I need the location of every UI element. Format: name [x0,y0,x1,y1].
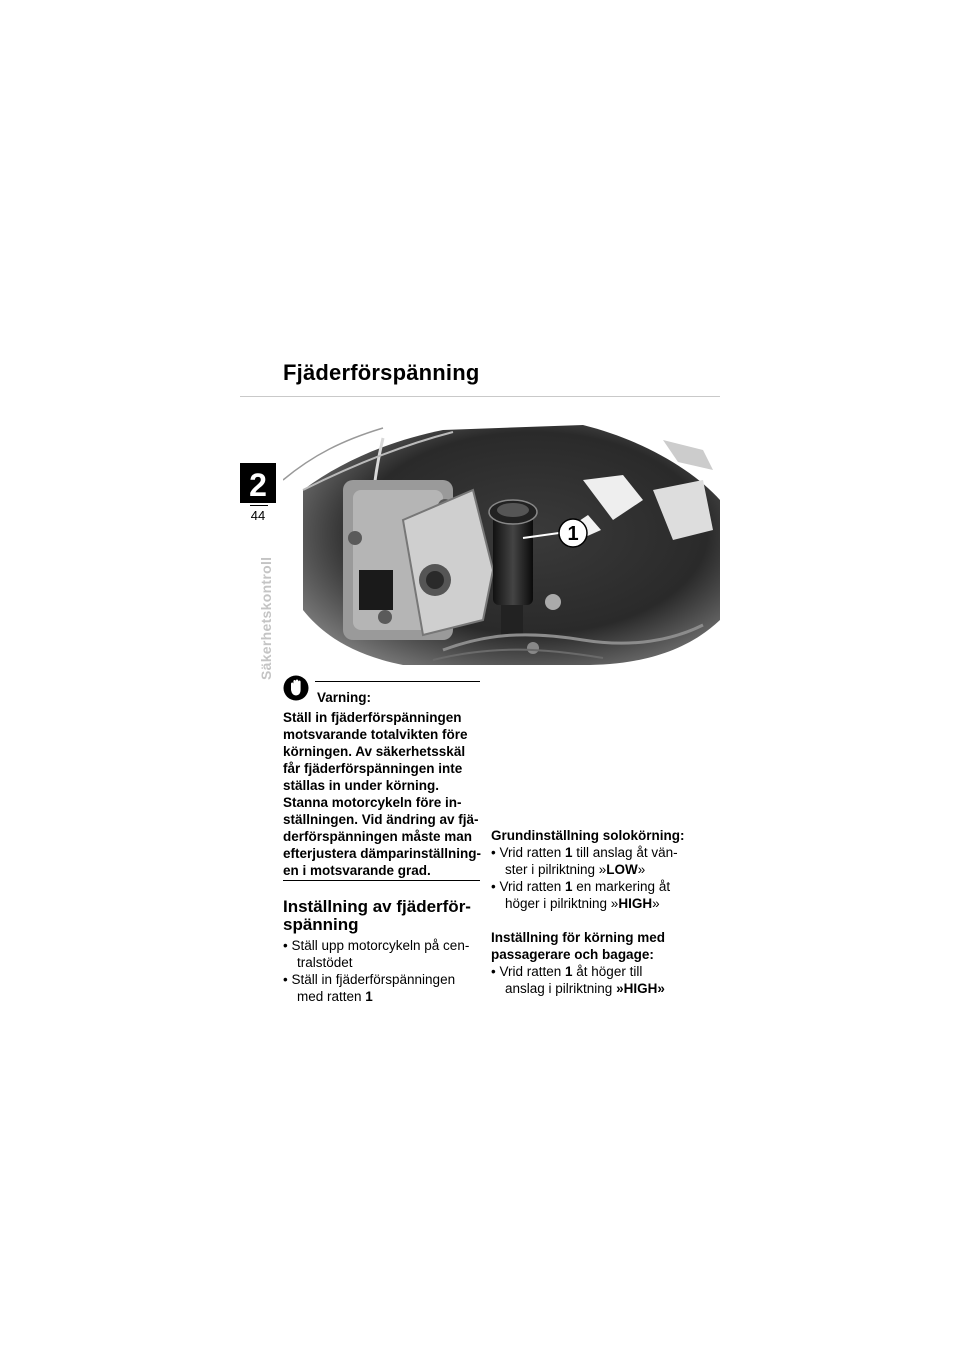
bullet-line [491,895,685,912]
warning-text [283,709,483,879]
warning-line: motsvarande totalvikten före [283,727,468,742]
suspension-adjuster-photo [283,420,720,665]
page-number: 44 [250,508,266,523]
text-run: » [637,862,646,877]
part-reference: 1 [565,879,573,894]
direction-label: HIGH [618,896,653,911]
bullet-line [491,861,685,878]
warning-line: ställas in under körning. [283,778,440,793]
stop-hand-icon [283,675,309,701]
passenger-heading: Inställning för körning med [491,930,666,945]
warning-line: Ställ in fjäderförspänningen [283,710,462,725]
left-instructions [283,937,469,1005]
section-heading-line: spänning [283,915,359,934]
text-run: • Vrid ratten [491,879,566,894]
bullet-line: • Ställ in fjäderförspänningen [283,972,456,987]
text-run: • Vrid ratten [491,845,566,860]
part-reference: 1 [365,989,373,1004]
text-run: • Vrid ratten [491,964,566,979]
warning-line: derförspänningen måste man [283,829,473,844]
text-run: med ratten [297,989,366,1004]
text-run: till anslag åt vän- [572,845,678,860]
chapter-number: 2 [249,467,267,503]
warning-line: Stanna motorcykeln före in- [283,795,462,810]
bullet-line [491,844,685,861]
warning-heading: Varning: [317,690,372,705]
warning-rule-bottom [283,880,480,881]
warning-line: en i motsvarande grad. [283,863,431,878]
direction-label: LOW [606,862,638,877]
solo-heading: Grundinställning solokörning: [491,828,685,843]
section-heading [283,898,483,934]
warning-line: körningen. Av säkerhetsskäl [283,744,466,759]
bullet-line [491,980,685,997]
text-run: åt höger till [572,964,643,979]
text-run: ster i pilriktning » [505,862,607,877]
bullet-line [491,963,685,980]
bullet-line [283,988,469,1005]
text-run: en markering åt [572,879,671,894]
text-run: » [652,896,660,911]
part-reference: 1 [565,964,573,979]
direction-label: »HIGH» [616,981,665,996]
text-run: anslag i pilriktning [505,981,617,996]
spacer [491,912,685,929]
bullet-line: • Ställ upp motorcykeln på cen- [283,938,470,953]
warning-line: ställningen. Vid ändring av fjä- [283,812,479,827]
warning-line: efterjustera dämparinställning- [283,846,482,861]
section-side-label: Säkerhetskontroll [258,556,274,680]
text-run: höger i pilriktning » [505,896,619,911]
passenger-heading: passagerare och bagage: [491,947,654,962]
title-divider [240,396,720,397]
warning-line: får fjäderförspänningen inte [283,761,463,776]
part-reference: 1 [565,845,573,860]
right-instructions [491,827,685,997]
page-title: Fjäderförspänning [283,360,480,385]
bullet-line: tralstödet [297,955,353,970]
section-heading-line: Inställning av fjäderför- [283,897,471,916]
bullet-line [491,878,685,895]
chapter-divider [250,505,268,506]
warning-rule-top [315,681,480,682]
callout-label: 1 [567,523,579,545]
